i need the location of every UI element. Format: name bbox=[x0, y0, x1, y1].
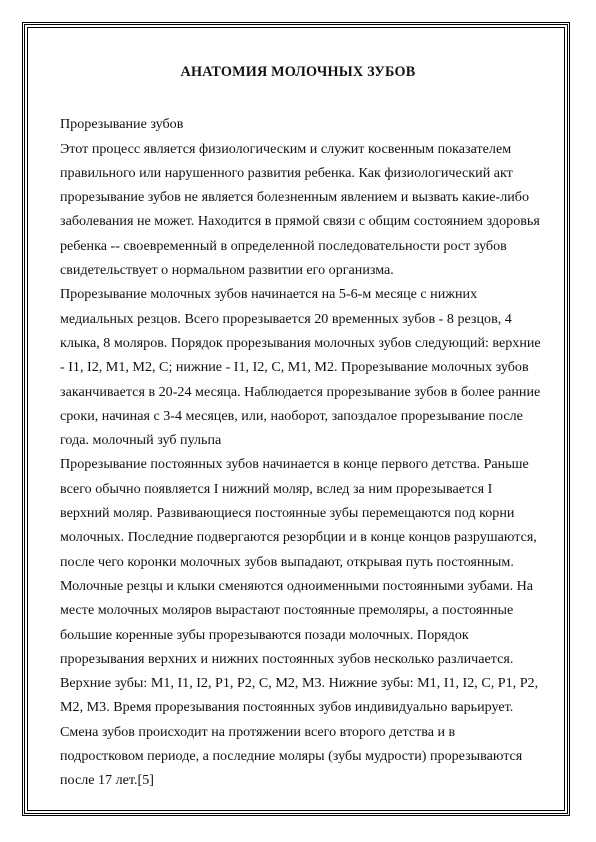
text-line: свидетельствует о нормальном развитии его организма. bbox=[60, 262, 394, 279]
text-line: Верхние зубы: M1, I1, I2, P1, P2, C, M2, M3. Нижние зубы: M1, I1, I2, C, P1, P2, bbox=[60, 675, 539, 692]
document-body bbox=[60, 60, 541, 793]
text-line: заболевания не может. Находится в прямой связи с общим состоянием здоровья bbox=[60, 213, 540, 230]
text-line: - I1, I2, M1, M2, C; нижние - I1, I2, C, M1, M2. Прорезывание молочных зубов bbox=[60, 359, 529, 376]
text-line: прорезывания верхних и нижних постоянных зубов несколько различается. bbox=[60, 650, 514, 667]
text-line: медиальных резцов. Всего прорезывается 20 временных зубов - 8 резцов, 4 bbox=[60, 310, 512, 327]
text-line: Молочные резцы и клыки сменяются одноименными постоянными зубами. На bbox=[60, 577, 534, 594]
text-line: подростковом периоде, а последние моляры (зубы мудрости) прорезываются bbox=[60, 748, 523, 765]
text-line: Прорезывание молочных зубов начинается на 5-6-м месяце с нижних bbox=[60, 286, 478, 303]
document-title: АНАТОМИЯ МОЛОЧНЫХ ЗУБОВ bbox=[180, 64, 416, 80]
text-line: после чего коронки молочных зубов выпадают, открывая путь постоянным. bbox=[60, 553, 514, 570]
document-text bbox=[60, 112, 541, 792]
text-line: всего обычно появляется I нижний моляр, вслед за ним прорезывается I bbox=[60, 480, 493, 497]
text-line: клыка, 8 моляров. Порядок прорезывания молочных зубов следующий: верхние bbox=[60, 334, 541, 351]
text-line: Смена зубов происходит на протяжении всего второго детства и в bbox=[60, 723, 456, 740]
text-line: Прорезывание постоянных зубов начинается в конце первого детства. Раньше bbox=[60, 456, 529, 473]
text-line: заканчивается в 20-24 месяца. Наблюдается прорезывание зубов в более ранние bbox=[60, 383, 541, 400]
section-heading: Прорезывание зубов bbox=[60, 116, 184, 133]
text-line: года. молочный зуб пульпа bbox=[60, 432, 222, 449]
text-line: большие коренные зубы прорезываются позади молочных. Порядок bbox=[60, 626, 469, 643]
text-line: месте молочных моляров вырастают постоянные премоляры, а постоянные bbox=[60, 602, 514, 619]
text-line: после 17 лет.[5] bbox=[60, 772, 154, 789]
text-line: правильного или нарушенного развития ребенка. Как физиологический акт bbox=[60, 164, 513, 181]
text-line: M2, M3. Время прорезывания постоянных зубов индивидуально варьирует. bbox=[60, 699, 514, 716]
text-line: сроки, начиная с 3-4 месяцев, или, наоборот, запоздалое прорезывание после bbox=[60, 407, 523, 424]
text-line: прорезывание зубов не является болезненным явлением и вызвать какие-либо bbox=[60, 189, 530, 206]
text-line: молочных. Последние подвергаются резорбции и в конце концов разрушаются, bbox=[60, 529, 537, 546]
text-line: ребенка -- своевременный в определенной последовательности рост зубов bbox=[60, 237, 507, 254]
text-line: Этот процесс является физиологическим и служит косвенным показателем bbox=[60, 140, 512, 157]
text-line: верхний моляр. Развивающиеся постоянные зубы перемещаются под корни bbox=[60, 505, 515, 522]
